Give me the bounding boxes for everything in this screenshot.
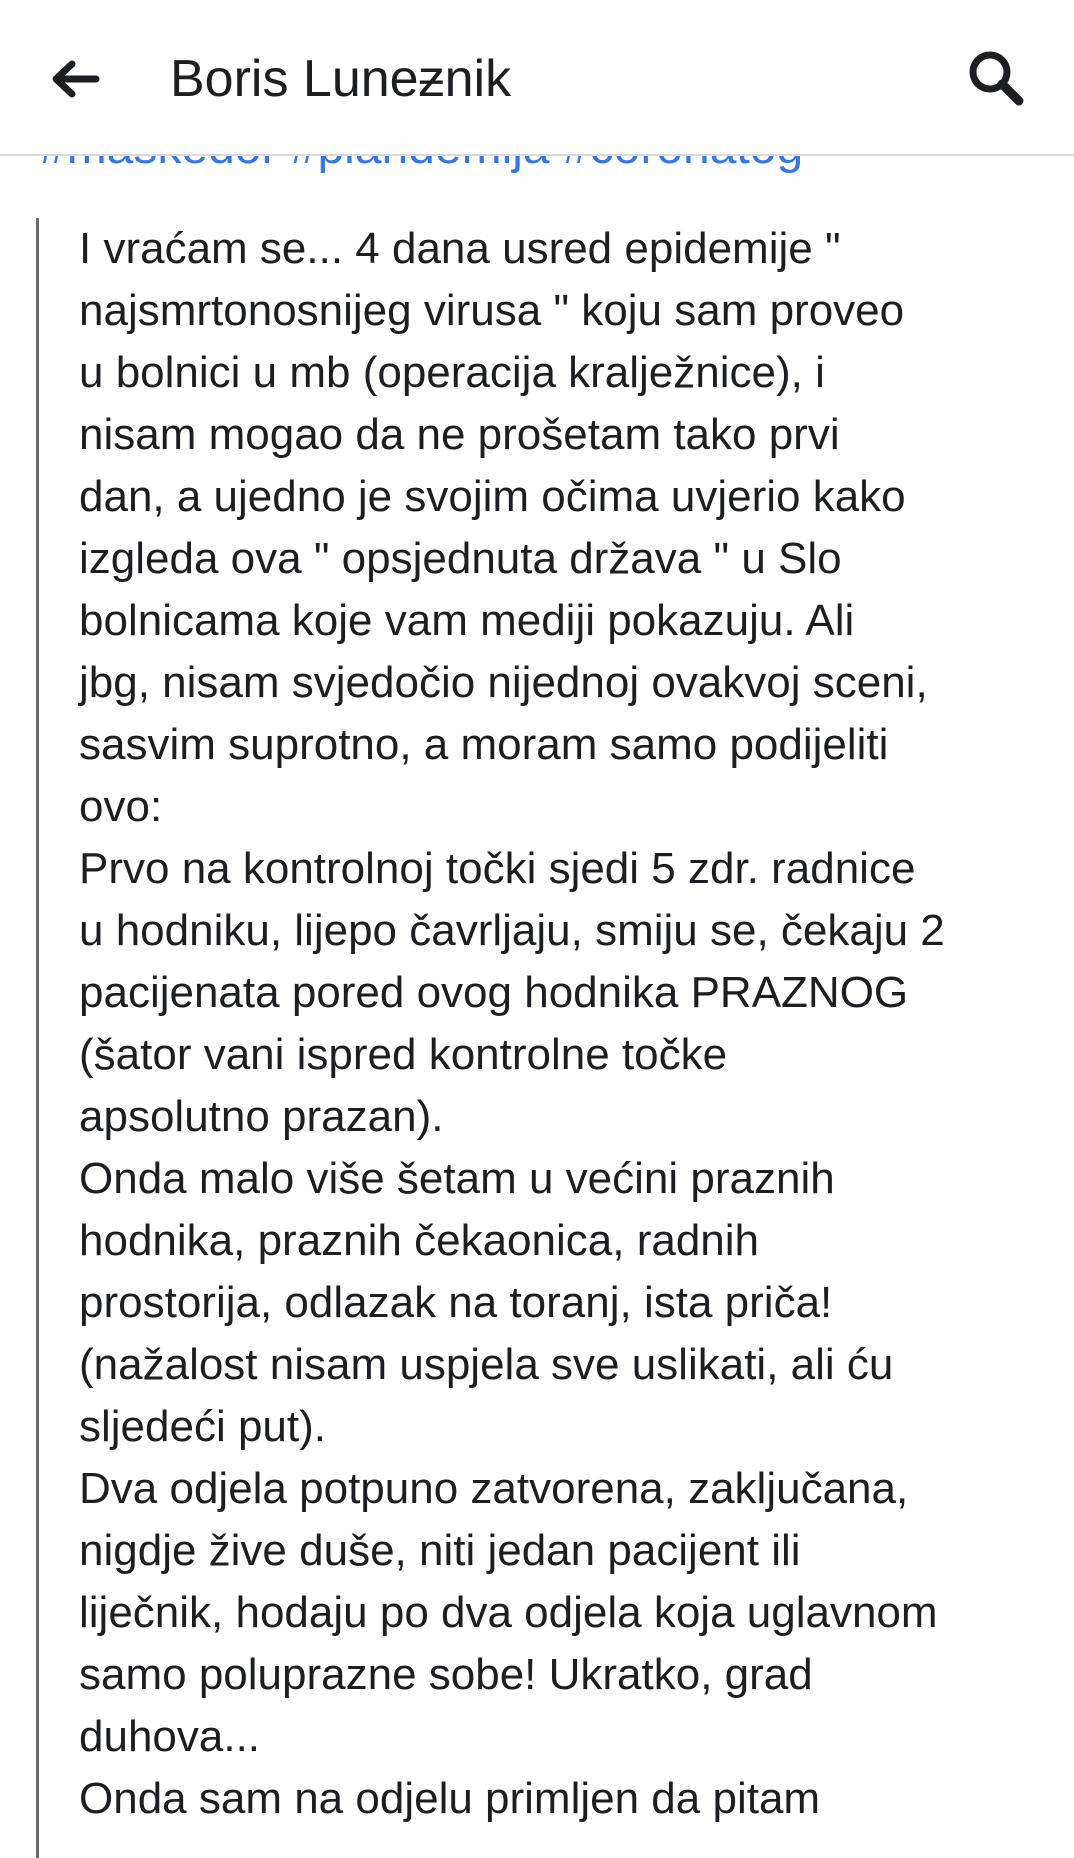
post-line: najsmrtonosnijeg virusa " koju sam proveo [79, 286, 905, 335]
post-line: sljedeći put). [79, 1402, 327, 1451]
post-line: dan, a ujedno je svojim očima uvjerio kako [79, 472, 906, 521]
post-line: prostorija, odlazak na toranj, ista priča! [79, 1278, 833, 1327]
post-line: hodnika, praznih čekaonica, radnih [79, 1216, 760, 1265]
post-line: I vraćam se... 4 dana usred epidemije " [79, 224, 841, 273]
arrow-left-icon [48, 59, 100, 104]
post-line: (nažalost nisam uspjela sve uslikati, ali ću [79, 1340, 894, 1389]
post-line: pacijenata pored ovog hodnika PRAZNOG [79, 968, 909, 1017]
post-line: nisam mogao da ne prošetam tako prvi [79, 410, 840, 459]
post-line: Prvo na kontrolnoj točki sjedi 5 zdr. radnice [79, 844, 916, 893]
post-line: ovo: [79, 782, 163, 831]
post-line: liječnik, hodaju po dva odjela koja uglavnom [79, 1588, 938, 1637]
post-line: duhova... [79, 1712, 261, 1761]
post-line: (šator vani ispred kontrolne točke [79, 1030, 728, 1079]
post-line: Onda malo više šetam u većini praznih [79, 1154, 835, 1203]
post-line: u bolnici u mb (operacija kralježnice), i [79, 348, 825, 397]
post-line: samo poluprazne sobe! Ukratko, grad [79, 1650, 813, 1699]
post-line: sasvim suprotno, a moram samo podijeliti [79, 720, 889, 769]
post-line: jbg, nisam svjedočio nijednoj ovakvoj sceni, [79, 658, 928, 707]
post-line: izgleda ova " opsjednuta država " u Slo [79, 534, 842, 583]
post-line: nigdje žive duše, niti jedan pacijent ili [79, 1526, 801, 1575]
quoted-post [36, 218, 1039, 1858]
app-header [0, 0, 1074, 156]
search-icon [964, 46, 1028, 115]
post-line: Dva odjela potpuno zatvorena, zaključana, [79, 1464, 909, 1513]
post-line: apsolutno prazan). [79, 1092, 444, 1141]
post-text [79, 218, 1059, 1830]
search-button[interactable] [960, 44, 1032, 116]
post-line: u hodniku, lijepo čavrljaju, smiju se, čekaju 2 [79, 906, 945, 955]
post-line: bolnicama koje vam mediji pokazuju. Ali [79, 596, 855, 645]
back-button[interactable] [48, 45, 128, 117]
post-line: Onda sam na odjelu primljen da pitam [79, 1774, 821, 1823]
page-title: Boris Luneƶnik [170, 50, 512, 108]
